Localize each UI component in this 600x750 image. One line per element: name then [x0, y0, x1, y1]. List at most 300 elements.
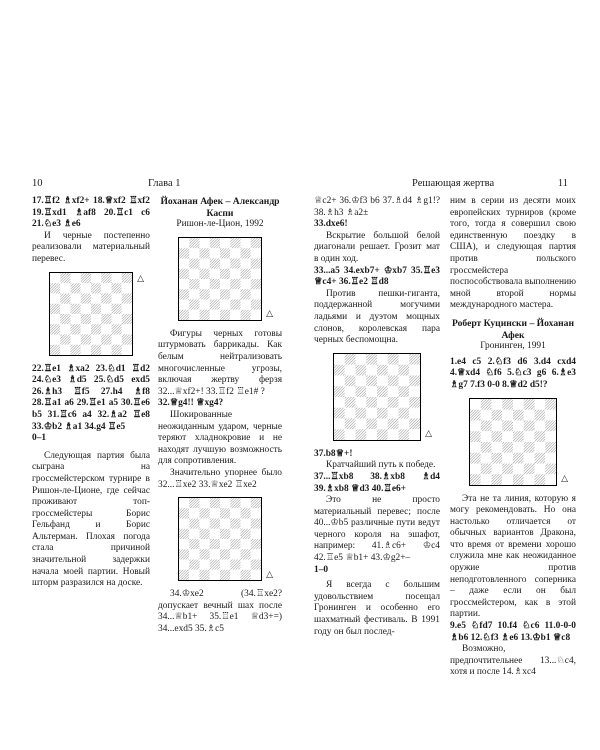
dark-square	[91, 324, 101, 334]
dark-square	[524, 463, 535, 474]
dark-square	[492, 409, 503, 420]
light-square	[241, 238, 251, 248]
dark-square	[50, 344, 60, 354]
light-square	[399, 397, 410, 408]
light-square	[220, 539, 230, 549]
dark-square	[210, 560, 220, 570]
dark-square	[179, 269, 189, 279]
light-square	[513, 399, 524, 410]
dark-square	[481, 420, 492, 431]
dark-square	[251, 299, 261, 309]
light-square	[71, 334, 81, 344]
dark-square	[179, 248, 189, 258]
light-square	[470, 420, 481, 431]
dark-square	[545, 442, 556, 453]
dark-square	[492, 474, 503, 485]
light-square	[112, 273, 122, 283]
chess-diagram	[469, 398, 568, 486]
light-square	[71, 293, 81, 303]
light-square	[60, 303, 70, 313]
dark-square	[345, 397, 356, 408]
to-move-marker: △	[266, 308, 273, 319]
light-square	[189, 549, 199, 559]
dark-square	[399, 407, 410, 418]
light-square	[112, 334, 122, 344]
dark-square	[345, 418, 356, 429]
light-square	[545, 431, 556, 442]
dark-square	[409, 397, 420, 408]
dark-square	[81, 314, 91, 324]
to-move-marker: △	[561, 472, 568, 483]
light-square	[81, 303, 91, 313]
right-column-2	[450, 196, 576, 679]
dark-square	[210, 299, 220, 309]
light-square	[251, 289, 261, 299]
dark-square	[535, 409, 546, 420]
moves-text: 9.e5 ♘fd7 10.f4 ♘c6 11.0-0-0 ♗b6 12.♘f3 ♗e6 13.♔b1 ♕c8	[450, 621, 576, 643]
right-column-1	[314, 196, 440, 638]
dark-square	[524, 420, 535, 431]
board-svg	[179, 498, 261, 580]
light-square	[71, 273, 81, 283]
dark-square	[200, 248, 210, 258]
dark-square	[470, 452, 481, 463]
light-square	[230, 570, 240, 580]
light-square	[210, 248, 220, 258]
dark-square	[409, 418, 420, 429]
light-square	[91, 334, 101, 344]
light-square	[91, 273, 101, 283]
dark-square	[71, 324, 81, 334]
dark-square	[101, 334, 111, 344]
light-square	[220, 279, 230, 289]
dark-square	[241, 570, 251, 580]
dark-square	[251, 258, 261, 268]
dark-square	[179, 289, 189, 299]
chess-diagram	[49, 272, 144, 356]
light-square	[409, 364, 420, 375]
light-square	[71, 314, 81, 324]
dark-square	[200, 529, 210, 539]
light-square	[524, 452, 535, 463]
paragraph: Вскрытие большой белой диагонали решает. Грозит мат в один ход.	[314, 230, 440, 264]
light-square	[535, 463, 546, 474]
light-square	[101, 324, 111, 334]
light-square	[492, 442, 503, 453]
light-square	[535, 420, 546, 431]
dark-square	[81, 334, 91, 344]
light-square	[189, 289, 199, 299]
dark-square	[481, 399, 492, 410]
light-square	[60, 283, 70, 293]
light-square	[502, 474, 513, 485]
light-square	[502, 409, 513, 420]
moves-text: ♕c2+ 36.♔f3 b6 37.♗d4 ♗g1!? 38.♗h3 ♗a2±	[314, 196, 440, 218]
dark-square	[230, 299, 240, 309]
dark-square	[502, 463, 513, 474]
dark-square	[388, 397, 399, 408]
light-square	[230, 529, 240, 539]
dark-square	[241, 508, 251, 518]
moves-text: 1.e4 c5 2.♘f3 d6 3.d4 cxd4 4.♕xd4 ♘f6 5.♘c3 g6 6.♗e3 ♗g7 7.f3 0-0 8.♕d2 d5!?	[450, 356, 576, 390]
dark-square	[377, 364, 388, 375]
dark-square	[388, 375, 399, 386]
dark-square	[251, 238, 261, 248]
light-square	[200, 279, 210, 289]
moves-text: 33...a5 34.exb7+ ♔xb7 35.♖e3 ♕c4+ 36.♖e2 ♖d8	[314, 265, 440, 288]
dark-square	[241, 549, 251, 559]
light-square	[241, 539, 251, 549]
dark-square	[241, 529, 251, 539]
moves-text: 22.♖e1 ♗xa2 23.♘d1 ♖d2 24.♘e3 ♗d5 25.♘d5 exd5 26.♗h3 ♖f5 27.h4 ♗f8 28.♖a1 a6 29.♖e1 a5 30.♖e6 b5 31.♖c6 a4 32.♗a2 ♖e8 33.♔b2 ♗a1 34.g4 ♖e5	[32, 363, 150, 432]
paragraph: Эта не та линия, которую я могу рекомендовать. Но она настолько отличается от обычных вариантов Дракона, что время от времени хорошо служила мне как неожиданное оружие против неподготовленного соперника – даже если он был гроссмейстером, как в этой партии.	[450, 493, 576, 620]
dark-square	[366, 354, 377, 365]
light-square	[179, 258, 189, 268]
dark-square	[230, 279, 240, 289]
dark-square	[210, 519, 220, 529]
light-square	[377, 375, 388, 386]
to-move-marker: △	[425, 428, 432, 439]
dark-square	[71, 303, 81, 313]
light-square	[524, 474, 535, 485]
dark-square	[200, 289, 210, 299]
paragraph: Следующая партия была сыграна на гроссмейстерском турнире в Ришон-ле-Ционе, где сейчас проживают топ-гроссмейстеры Борис Гельфанд и Борис Альтерман. Плохая погода стала причиной значительной задержки начала моей партии. Новый шторм разразился на доске.	[32, 450, 150, 589]
light-square	[91, 293, 101, 303]
dark-square	[399, 429, 410, 440]
light-square	[356, 354, 367, 365]
light-square	[345, 386, 356, 397]
dark-square	[112, 344, 122, 354]
dark-square	[366, 397, 377, 408]
dark-square	[200, 269, 210, 279]
light-square	[200, 238, 210, 248]
light-square	[189, 529, 199, 539]
dark-square	[200, 508, 210, 518]
game-place: Гронинген, 1991	[480, 341, 546, 352]
light-square	[179, 560, 189, 570]
dark-square	[179, 549, 189, 559]
dark-square	[470, 409, 481, 420]
light-square	[409, 407, 420, 418]
light-square	[251, 549, 261, 559]
dark-square	[334, 429, 345, 440]
paragraph: И черные постепенно реализовали материальный перевес.	[32, 230, 150, 264]
dark-square	[513, 474, 524, 485]
dark-square	[60, 273, 70, 283]
light-square	[345, 407, 356, 418]
light-square	[513, 463, 524, 474]
light-square	[189, 248, 199, 258]
dark-square	[122, 334, 132, 344]
light-square	[470, 463, 481, 474]
dark-square	[492, 452, 503, 463]
dark-square	[220, 549, 230, 559]
light-square	[230, 310, 240, 320]
light-square	[513, 420, 524, 431]
light-square	[492, 463, 503, 474]
light-square	[409, 386, 420, 397]
dark-square	[481, 442, 492, 453]
dark-square	[189, 539, 199, 549]
light-square	[345, 429, 356, 440]
dark-square	[377, 386, 388, 397]
light-square	[377, 397, 388, 408]
board-svg	[179, 238, 261, 320]
light-square	[122, 324, 132, 334]
dark-square	[60, 293, 70, 303]
dark-square	[179, 310, 189, 320]
light-square	[334, 354, 345, 365]
dark-square	[230, 519, 240, 529]
light-square	[81, 283, 91, 293]
dark-square	[112, 324, 122, 334]
dark-square	[189, 519, 199, 529]
dark-square	[210, 539, 220, 549]
dark-square	[91, 344, 101, 354]
light-square	[366, 407, 377, 418]
light-square	[545, 452, 556, 463]
dark-square	[200, 549, 210, 559]
paragraph: Это не просто материальный перевес; после 40...♔b5 различные пути ведут черного короля на эшафот, например: 41.♗c6+ ♔c4 42.♖e5 ♕b1+ 43.♔g2+–	[314, 495, 440, 564]
dark-square	[251, 279, 261, 289]
dark-square	[112, 303, 122, 313]
light-square	[366, 429, 377, 440]
light-square	[81, 344, 91, 354]
moves-text: 17.♖f2 ♗xf2+ 18.♕xf2 ♖xf2 19.♖xd1 ♗af8 20.♖c1 c6 21.♘e3 ♗e6	[32, 196, 150, 230]
light-square	[334, 375, 345, 386]
light-square	[50, 334, 60, 344]
dark-square	[220, 248, 230, 258]
dark-square	[112, 283, 122, 293]
dark-square	[502, 442, 513, 453]
dark-square	[388, 418, 399, 429]
dark-square	[50, 303, 60, 313]
dark-square	[60, 334, 70, 344]
light-square	[50, 273, 60, 283]
dark-square	[345, 354, 356, 365]
light-square	[241, 258, 251, 268]
light-square	[502, 431, 513, 442]
paragraph: Значительно упорнее было 32...♖xe2 33.♕xe2 ♖xe2	[158, 467, 282, 490]
light-square	[545, 474, 556, 485]
dark-square	[230, 238, 240, 248]
light-square	[241, 279, 251, 289]
light-square	[210, 289, 220, 299]
dark-square	[179, 570, 189, 580]
light-square	[189, 570, 199, 580]
dark-square	[91, 303, 101, 313]
dark-square	[481, 463, 492, 474]
light-square	[179, 238, 189, 248]
light-square	[524, 409, 535, 420]
light-square	[200, 299, 210, 309]
light-square	[81, 324, 91, 334]
dark-square	[200, 310, 210, 320]
dark-square	[409, 375, 420, 386]
light-square	[481, 431, 492, 442]
game-result: 1–0	[314, 564, 329, 575]
light-square	[179, 539, 189, 549]
dark-square	[220, 289, 230, 299]
dark-square	[189, 279, 199, 289]
light-square	[122, 283, 132, 293]
light-square	[241, 498, 251, 508]
light-square	[50, 293, 60, 303]
dark-square	[470, 474, 481, 485]
light-square	[481, 474, 492, 485]
dark-square	[356, 364, 367, 375]
light-square	[230, 289, 240, 299]
dark-square	[230, 258, 240, 268]
dark-square	[356, 429, 367, 440]
light-square	[334, 397, 345, 408]
light-square	[210, 549, 220, 559]
running-head-left: Глава 1	[148, 178, 181, 189]
light-square	[230, 508, 240, 518]
light-square	[210, 269, 220, 279]
dark-square	[189, 238, 199, 248]
page-number-right: 11	[557, 178, 568, 189]
light-square	[179, 299, 189, 309]
dark-square	[470, 431, 481, 442]
dark-square	[409, 354, 420, 365]
light-square	[60, 344, 70, 354]
light-square	[524, 431, 535, 442]
light-square	[91, 314, 101, 324]
light-square	[230, 248, 240, 258]
paragraph: Возможно, предпочтительнее 13...♘c4, хотя и после 14.♗xc4	[450, 644, 576, 678]
light-square	[122, 303, 132, 313]
dark-square	[399, 386, 410, 397]
dark-square	[230, 560, 240, 570]
light-square	[377, 418, 388, 429]
light-square	[112, 314, 122, 324]
dark-square	[220, 269, 230, 279]
dark-square	[334, 386, 345, 397]
dark-square	[220, 529, 230, 539]
light-square	[251, 570, 261, 580]
light-square	[535, 399, 546, 410]
dark-square	[81, 293, 91, 303]
dark-square	[189, 258, 199, 268]
light-square	[513, 442, 524, 453]
light-square	[366, 364, 377, 375]
light-square	[200, 560, 210, 570]
light-square	[492, 399, 503, 410]
light-square	[220, 299, 230, 309]
light-square	[179, 498, 189, 508]
light-square	[470, 399, 481, 410]
light-square	[399, 418, 410, 429]
light-square	[200, 539, 210, 549]
left-column-1	[32, 196, 150, 590]
light-square	[179, 279, 189, 289]
dark-square	[513, 452, 524, 463]
dark-square	[241, 269, 251, 279]
dark-square	[377, 407, 388, 418]
dark-square	[399, 364, 410, 375]
game-result: 0–1	[32, 433, 47, 444]
light-square	[481, 409, 492, 420]
light-square	[220, 258, 230, 268]
light-square	[409, 429, 420, 440]
light-square	[251, 529, 261, 539]
dark-square	[524, 442, 535, 453]
moves-text: 33.dxe6!	[314, 219, 348, 230]
dark-square	[366, 375, 377, 386]
dark-square	[189, 560, 199, 570]
light-square	[60, 324, 70, 334]
light-square	[112, 293, 122, 303]
chess-diagram	[178, 237, 273, 321]
dark-square	[81, 273, 91, 283]
dark-square	[210, 279, 220, 289]
board-svg	[334, 354, 420, 440]
dark-square	[545, 420, 556, 431]
light-square	[345, 364, 356, 375]
light-square	[399, 375, 410, 386]
light-square	[481, 452, 492, 463]
paragraph: Кратчайший путь к победе.	[326, 460, 436, 471]
dark-square	[230, 539, 240, 549]
light-square	[210, 508, 220, 518]
light-square	[200, 519, 210, 529]
dark-square	[60, 314, 70, 324]
light-square	[220, 238, 230, 248]
light-square	[189, 508, 199, 518]
light-square	[492, 420, 503, 431]
dark-square	[220, 570, 230, 580]
dark-square	[345, 375, 356, 386]
dark-square	[535, 474, 546, 485]
chess-diagram	[333, 353, 432, 441]
light-square	[366, 386, 377, 397]
light-square	[179, 519, 189, 529]
light-square	[220, 560, 230, 570]
light-square	[189, 310, 199, 320]
light-square	[210, 570, 220, 580]
light-square	[251, 248, 261, 258]
dark-square	[189, 299, 199, 309]
light-square	[200, 498, 210, 508]
light-square	[251, 508, 261, 518]
moves-text: 37...♖xb8 38.♗xb8 ♗d4 39.♗xb8 ♕d3 40.♖e6+	[314, 471, 440, 494]
light-square	[200, 258, 210, 268]
light-square	[241, 519, 251, 529]
game-place: Ришон-ле-Цион, 1992	[176, 219, 264, 230]
chess-diagram	[178, 497, 273, 581]
dark-square	[91, 283, 101, 293]
light-square	[101, 344, 111, 354]
dark-square	[71, 283, 81, 293]
dark-square	[200, 570, 210, 580]
dark-square	[388, 354, 399, 365]
dark-square	[524, 399, 535, 410]
dark-square	[101, 314, 111, 324]
board-svg	[470, 399, 556, 485]
dark-square	[179, 529, 189, 539]
light-square	[220, 519, 230, 529]
light-square	[377, 354, 388, 365]
dark-square	[101, 273, 111, 283]
dark-square	[122, 293, 132, 303]
light-square	[251, 269, 261, 279]
to-move-marker: △	[137, 272, 144, 283]
light-square	[470, 442, 481, 453]
dark-square	[189, 498, 199, 508]
light-square	[189, 269, 199, 279]
dark-square	[220, 310, 230, 320]
